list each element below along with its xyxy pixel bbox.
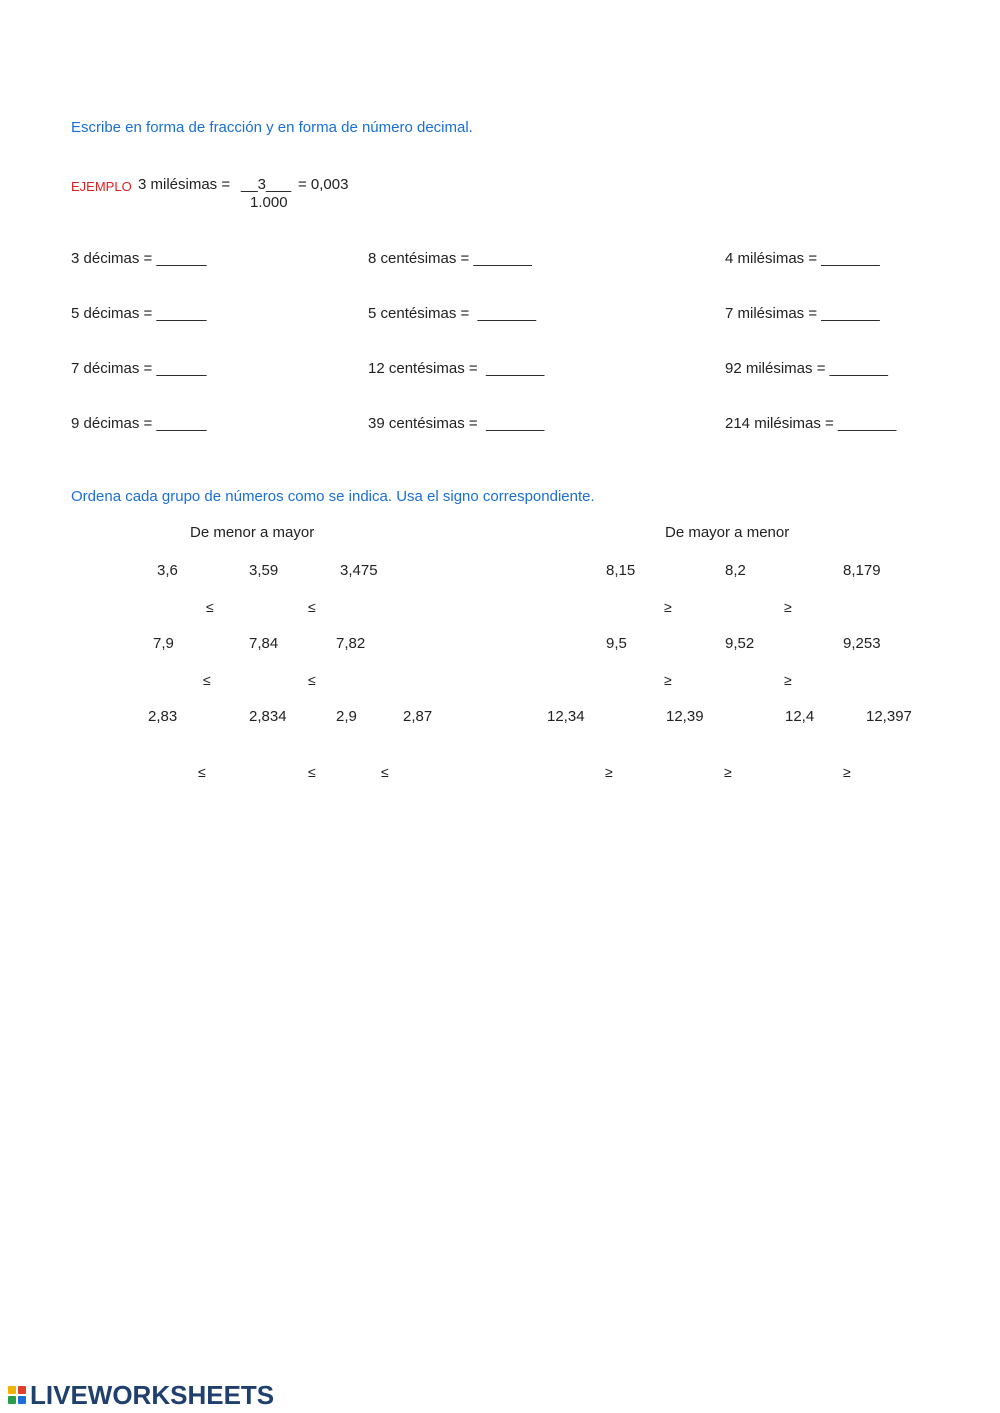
number: 3,6 xyxy=(157,562,178,579)
answer-slot[interactable]: ≥ xyxy=(843,764,851,780)
brand-footer xyxy=(8,1381,274,1409)
logo-square xyxy=(18,1396,26,1404)
exercise-centesimas-1[interactable]: 8 centésimas = _______ xyxy=(368,250,532,267)
number: 3,59 xyxy=(249,562,279,579)
number: 3,475 xyxy=(340,562,378,579)
answer-slot[interactable]: ≤ xyxy=(198,764,206,780)
example-denominator: 1.000 xyxy=(250,194,288,211)
section2-instruction: Ordena cada grupo de números como se indica. Usa el signo correspondiente. xyxy=(71,488,595,505)
number: 2,834 xyxy=(249,708,287,725)
example-numerator: __3___ xyxy=(241,176,292,193)
section1-instruction: Escribe en forma de fracción y en forma de número decimal. xyxy=(71,119,473,136)
brand-name: LIVEWORKSHEETS xyxy=(30,1379,275,1410)
number: 2,83 xyxy=(148,708,178,725)
answer-slot[interactable]: ≥ xyxy=(784,599,792,615)
number: 2,9 xyxy=(336,708,357,725)
exercise-milesimas-3[interactable]: 92 milésimas = _______ xyxy=(725,360,889,377)
example-result: = 0,003 xyxy=(298,176,349,193)
number: 12,34 xyxy=(547,708,585,725)
exercise-decimas-1[interactable]: 3 décimas = ______ xyxy=(71,250,207,267)
number: 9,253 xyxy=(843,635,881,652)
answer-slot[interactable]: ≥ xyxy=(784,672,792,688)
number: 8,15 xyxy=(606,562,636,579)
exercise-decimas-4[interactable]: 9 décimas = ______ xyxy=(71,415,207,432)
exercise-milesimas-4[interactable]: 214 milésimas = _______ xyxy=(725,415,897,432)
logo-square xyxy=(8,1386,16,1394)
answer-slot[interactable]: ≤ xyxy=(308,599,316,615)
example-text: 3 milésimas = xyxy=(138,176,235,193)
number: 7,84 xyxy=(249,635,279,652)
exercise-centesimas-2[interactable]: 5 centésimas = _______ xyxy=(368,305,537,322)
number: 8,179 xyxy=(843,562,881,579)
answer-slot[interactable]: ≥ xyxy=(724,764,732,780)
exercise-decimas-3[interactable]: 7 décimas = ______ xyxy=(71,360,207,377)
exercise-centesimas-3[interactable]: 12 centésimas = _______ xyxy=(368,360,545,377)
number: 12,4 xyxy=(785,708,815,725)
answer-slot[interactable]: ≥ xyxy=(605,764,613,780)
left-heading: De menor a mayor xyxy=(190,524,315,541)
exercise-milesimas-1[interactable]: 4 milésimas = _______ xyxy=(725,250,880,267)
exercise-centesimas-4[interactable]: 39 centésimas = _______ xyxy=(368,415,545,432)
logo-square xyxy=(8,1396,16,1404)
number: 12,39 xyxy=(666,708,704,725)
number: 7,82 xyxy=(336,635,366,652)
number: 2,87 xyxy=(403,708,433,725)
answer-slot[interactable]: ≤ xyxy=(206,599,214,615)
answer-slot[interactable]: ≤ xyxy=(203,672,211,688)
number: 9,52 xyxy=(725,635,755,652)
liveworksheets-logo-icon xyxy=(8,1386,26,1404)
number: 7,9 xyxy=(153,635,174,652)
number: 12,397 xyxy=(866,708,912,725)
exercise-decimas-2[interactable]: 5 décimas = ______ xyxy=(71,305,207,322)
answer-slot[interactable]: ≥ xyxy=(664,599,672,615)
right-heading: De mayor a menor xyxy=(665,524,790,541)
answer-slot[interactable]: ≤ xyxy=(381,764,389,780)
exercise-milesimas-2[interactable]: 7 milésimas = _______ xyxy=(725,305,880,322)
number: 8,2 xyxy=(725,562,746,579)
answer-slot[interactable]: ≥ xyxy=(664,672,672,688)
answer-slot[interactable]: ≤ xyxy=(308,764,316,780)
number: 9,5 xyxy=(606,635,627,652)
answer-slot[interactable]: ≤ xyxy=(308,672,316,688)
example-label: EJEMPLO xyxy=(71,179,132,194)
logo-square xyxy=(18,1386,26,1394)
